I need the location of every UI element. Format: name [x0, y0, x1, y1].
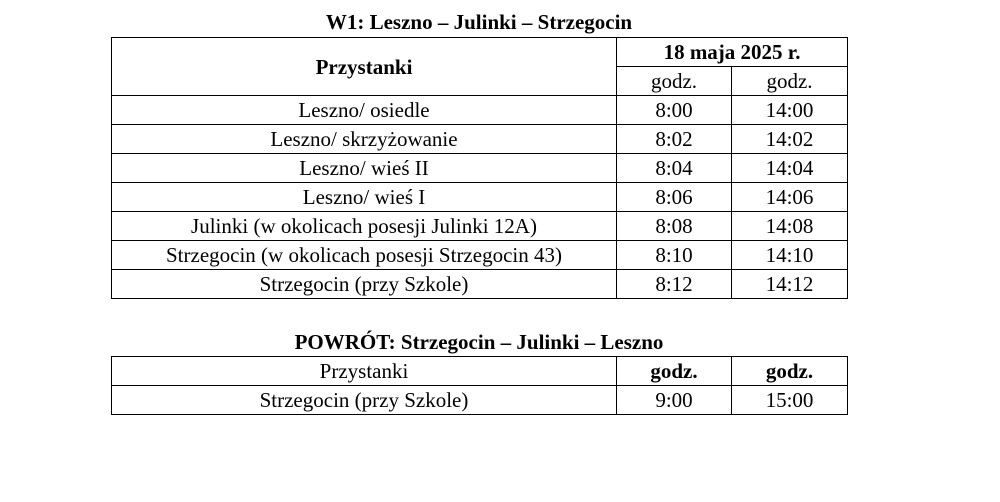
date-header: 18 maja 2025 r.	[617, 38, 848, 67]
time-cell: 8:00	[617, 96, 732, 125]
stop-name-cell: Leszno/ wieś II	[112, 154, 617, 183]
time-cell: 14:12	[732, 270, 848, 299]
table-row	[112, 241, 848, 270]
time-cell: 14:06	[732, 183, 848, 212]
table-row	[112, 154, 848, 183]
table-row	[112, 212, 848, 241]
stop-name-cell: Strzegocin (przy Szkole)	[112, 270, 617, 299]
return-title: POWRÓT: Strzegocin – Julinki – Leszno	[294, 330, 664, 354]
stop-name-cell: Strzegocin (przy Szkole)	[112, 386, 617, 415]
time-header: godz.	[617, 357, 732, 386]
table-row	[112, 270, 848, 299]
stop-name-cell: Leszno/ skrzyżowanie	[112, 125, 617, 154]
stops-header: Przystanki	[112, 38, 617, 96]
time-cell: 8:04	[617, 154, 732, 183]
stops-header: Przystanki	[112, 357, 617, 386]
time-cell: 8:10	[617, 241, 732, 270]
table-row	[112, 96, 848, 125]
table-row	[112, 386, 848, 415]
time-cell: 14:10	[732, 241, 848, 270]
return-timetable	[111, 356, 848, 415]
outbound-title: W1: Leszno – Julinki – Strzegocin	[325, 10, 633, 34]
time-cell: 14:08	[732, 212, 848, 241]
outbound-timetable	[111, 37, 848, 299]
time-cell: 8:12	[617, 270, 732, 299]
time-cell: 8:08	[617, 212, 732, 241]
time-cell: 14:00	[732, 96, 848, 125]
time-cell: 8:06	[617, 183, 732, 212]
time-header: godz.	[617, 67, 732, 96]
time-header: godz.	[732, 67, 848, 96]
time-header: godz.	[732, 357, 848, 386]
table-row	[112, 125, 848, 154]
table-row	[112, 183, 848, 212]
stop-name-cell: Strzegocin (w okolicach posesji Strzegocin 43)	[112, 241, 617, 270]
stop-name-cell: Leszno/ osiedle	[112, 96, 617, 125]
stop-name-cell: Julinki (w okolicach posesji Julinki 12A)	[112, 212, 617, 241]
time-cell: 9:00	[617, 386, 732, 415]
stop-name-cell: Leszno/ wieś I	[112, 183, 617, 212]
time-cell: 15:00	[732, 386, 848, 415]
time-cell: 14:02	[732, 125, 848, 154]
time-cell: 14:04	[732, 154, 848, 183]
time-cell: 8:02	[617, 125, 732, 154]
